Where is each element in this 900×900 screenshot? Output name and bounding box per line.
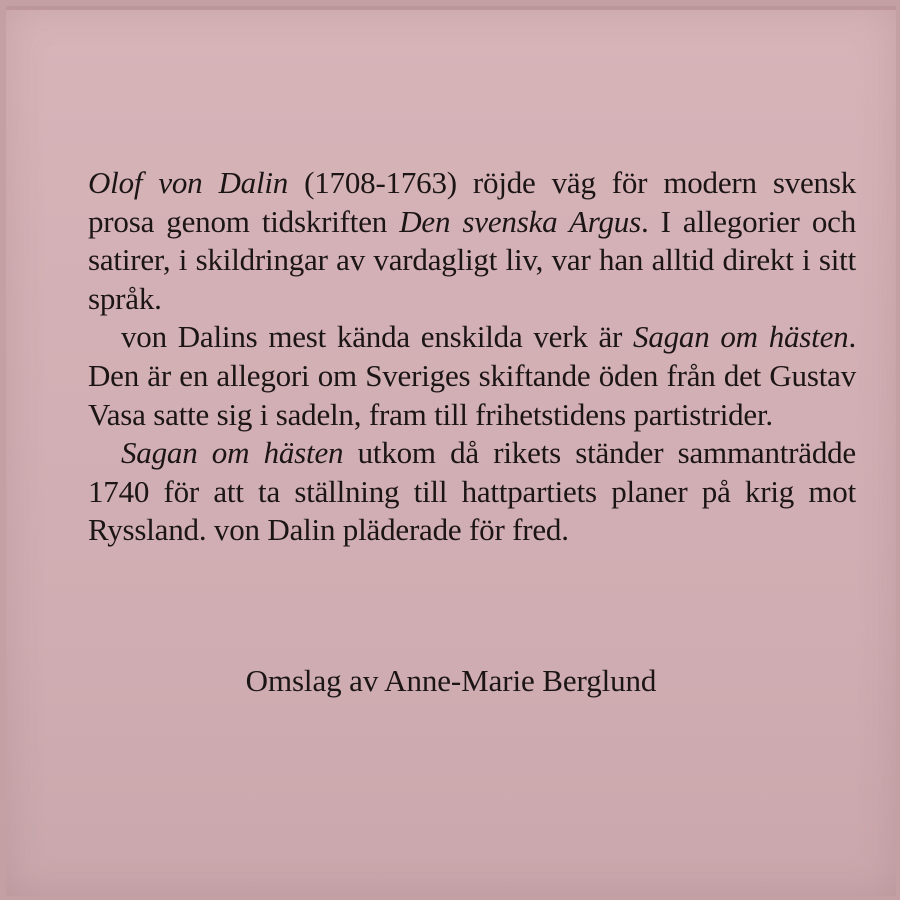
book-back-cover bbox=[6, 6, 896, 896]
author-name: Olof von Dalin bbox=[88, 165, 289, 200]
cover-credit: Omslag av Anne-Marie Berglund bbox=[245, 663, 657, 698]
work-title: Sagan om hästen bbox=[633, 319, 849, 355]
journal-title: Den svenska Argus bbox=[399, 203, 641, 239]
paragraph-2-text-a: von Dalins mest kända enskilda verk är bbox=[121, 319, 634, 355]
paragraph-1 bbox=[88, 164, 856, 318]
blurb-text bbox=[88, 164, 856, 550]
paragraph-1-text-b: . I allegorier och satirer, i skildringar av vardagligt liv, var han alltid direkt i sitt språk. bbox=[88, 203, 856, 316]
work-title-repeat: Sagan om hästen bbox=[121, 435, 344, 471]
paragraph-3-text: utkom då rikets ständer sammanträdde 1740 för att ta ställning till hattpartiets planer på krig mot Ryssland. von Dalin pläderade för fred. bbox=[88, 435, 856, 548]
paragraph-2-text-b: . Den är en allegori om Sveriges skiftande öden från det Gustav Vasa satte sig i sadeln, fram till frihetstidens partistrider. bbox=[88, 319, 856, 432]
paragraph-2 bbox=[88, 318, 856, 434]
paragraph-3 bbox=[88, 434, 856, 550]
paragraph-1-text-a: (1708-1763) röjde väg för modern svensk prosa genom tidskriften bbox=[88, 165, 857, 239]
